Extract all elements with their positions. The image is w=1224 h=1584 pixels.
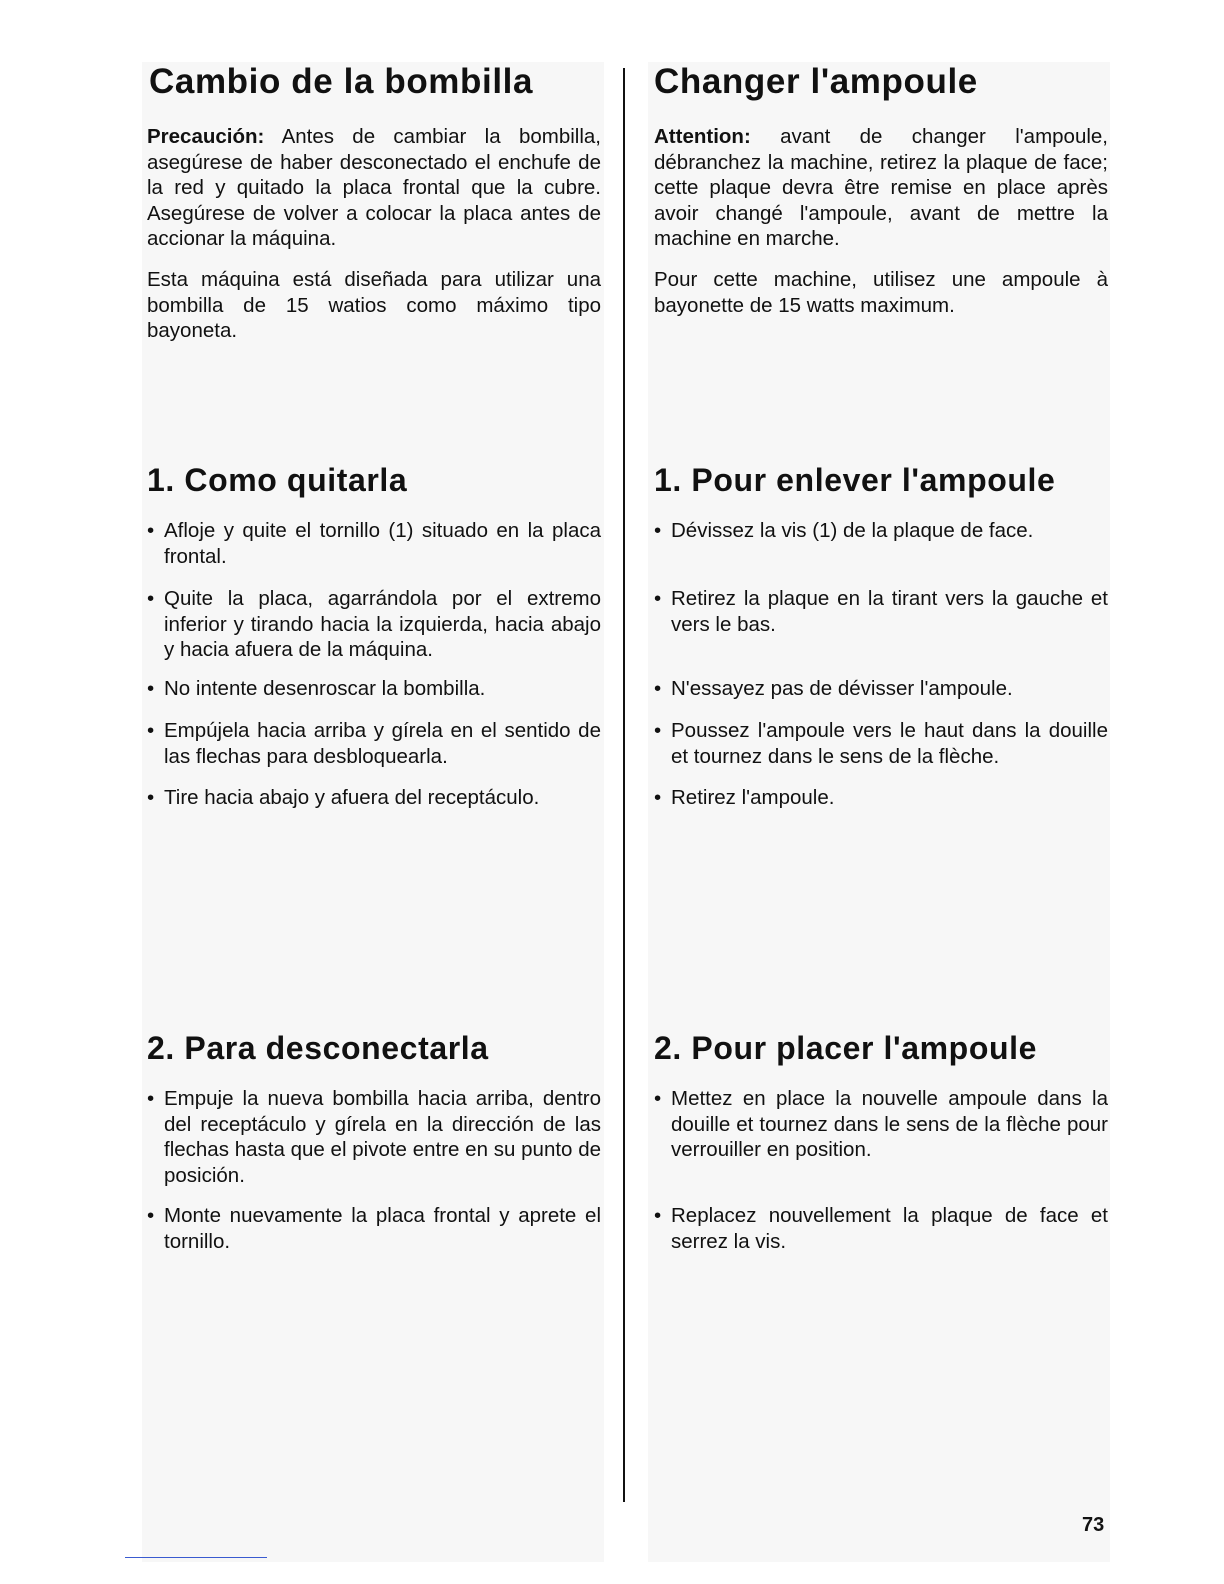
spanish-section1-title: 1. Como quitarla xyxy=(147,462,408,498)
spanish-section1-bullet: • Tire hacia abajo y afuera del receptáculo. xyxy=(147,785,601,811)
french-bulb-info: Pour cette machine, utilisez une ampoule à bayonette de 15 watts maximum. xyxy=(654,268,1108,317)
spanish-section2-bullet: • Monte nuevamente la placa frontal y aprete el tornillo. xyxy=(147,1203,601,1254)
french-section1-bullet: • Poussez l'ampoule vers le haut dans la douille et tournez dans le sens de la flèche. xyxy=(654,718,1108,769)
french-title: Changer l'ampoule xyxy=(654,62,978,101)
french-section2-bullet: • Mettez en place la nouvelle ampoule dans la douille et tournez dans le sens de la flèche pour verrouiller en position. xyxy=(654,1086,1108,1163)
footer-rule xyxy=(125,1557,267,1558)
french-caution-text: avant de changer l'ampoule, débranchez la machine, retirez la plaque de face; cette plaque devra être remise en place après avoir changé l'ampoule, avant de mettre la machine en marche. xyxy=(654,125,1109,250)
spanish-title: Cambio de la bombilla xyxy=(149,62,534,101)
spanish-section1-bullet: • No intente desenroscar la bombilla. xyxy=(147,676,601,702)
french-caution-label: Attention: xyxy=(654,125,751,148)
spanish-caution-paragraph xyxy=(147,124,601,252)
french-section1-bullet: • Retirez la plaque en la tirant vers la gauche et vers le bas. xyxy=(654,586,1108,637)
spanish-bulb-info: Esta máquina está diseñada para utilizar una bombilla de 15 watios como máximo tipo bayoneta. xyxy=(147,268,601,342)
french-section1-bullet: • Retirez l'ampoule. xyxy=(654,785,1108,811)
french-section2-title: 2. Pour placer l'ampoule xyxy=(654,1030,1038,1066)
spanish-section1-bullet: • Quite la placa, agarrándola por el extremo inferior y tirando hacia la izquierda, hacia abajo y hacia afuera de la máquina. xyxy=(147,586,601,663)
page-number: 73 xyxy=(1082,1514,1105,1536)
french-caution-paragraph xyxy=(654,124,1108,252)
french-section2-bullet: • Replacez nouvellement la plaque de face et serrez la vis. xyxy=(654,1203,1108,1254)
spanish-section2-bullet: • Empuje la nueva bombilla hacia arriba, dentro del receptáculo y gírela en la dirección de las flechas hasta que el pivote entre en su punto de posición. xyxy=(147,1086,601,1188)
french-section1-title: 1. Pour enlever l'ampoule xyxy=(654,462,1056,498)
spanish-section2-title: 2. Para desconectarla xyxy=(147,1030,489,1066)
french-section1-bullet: • N'essayez pas de dévisser l'ampoule. xyxy=(654,676,1108,702)
spanish-section1-bullet: • Afloje y quite el tornillo (1) situado en la placa frontal. xyxy=(147,518,601,569)
french-section1-bullet: • Dévissez la vis (1) de la plaque de face. xyxy=(654,518,1108,544)
spanish-section1-bullet: • Empújela hacia arriba y gírela en el sentido de las flechas para desbloquearla. xyxy=(147,718,601,769)
column-divider xyxy=(623,68,625,1502)
spanish-caution-label: Precaución: xyxy=(147,125,265,148)
spanish-caution-text: Antes de cambiar la bombilla, asegúrese de haber desconectado el enchufe de la red y quitado la placa frontal que la cubre. Asegúrese de volver a colocar la placa antes de accionar la máquina. xyxy=(147,125,601,250)
